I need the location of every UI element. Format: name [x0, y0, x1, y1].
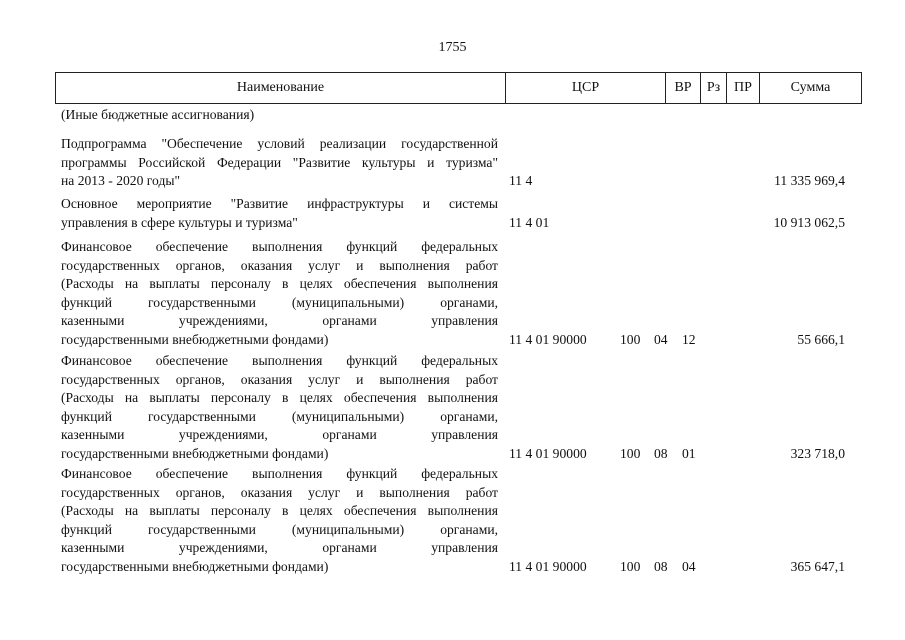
row-name-line: государственных органов, оказания услуг и выполнения работ — [61, 484, 498, 500]
row-name — [61, 135, 498, 191]
row-pr: 12 — [682, 331, 696, 347]
row-name — [61, 465, 498, 576]
row-name-line: программы Российской Федерации "Развитие культуры и туризма" — [61, 154, 498, 170]
row-vr: 100 — [620, 445, 641, 461]
row-name-line: управления в сфере культуры и туризма" — [61, 214, 298, 230]
row-name-line: на 2013 - 2020 годы" — [61, 173, 181, 188]
header-sum: Сумма — [790, 80, 831, 95]
row-name-line: Финансовое обеспечение выполнения функций федеральных — [61, 466, 498, 481]
row-name-line: государственными внебюджетными фондами) — [61, 445, 329, 461]
row-sum: 11 335 969,4 — [774, 173, 845, 188]
header-vr: ВР — [666, 73, 701, 103]
row-sum: 323 718,0 — [790, 445, 845, 461]
header-pr: ПР — [727, 73, 760, 103]
row-name-line: государственных органов, оказания услуг и выполнения работ — [61, 257, 498, 273]
row-name — [61, 238, 498, 349]
row-name — [61, 195, 498, 232]
row-name-line: государственными внебюджетными фондами) — [61, 331, 329, 347]
row-csr: 11 4 01 90000 — [509, 331, 587, 347]
header-csr: ЦСР — [506, 73, 666, 103]
row-pr: 01 — [682, 445, 696, 461]
row-sum: 365 647,1 — [790, 558, 845, 574]
row-name-line: (Расходы на выплаты персоналу в целях обеспечения выполнения — [61, 503, 498, 518]
header-name: Наименование — [56, 73, 506, 103]
row-name-line: Финансовое обеспечение выполнения функций федеральных — [61, 353, 498, 368]
row-csr: 11 4 01 90000 — [509, 445, 587, 461]
row-vr: 100 — [620, 331, 641, 347]
continuation-label: (Иные бюджетные ассигнования) — [61, 107, 255, 122]
row-pr: 04 — [682, 558, 696, 574]
row-name-line: казенными учреждениями, органами управления — [61, 427, 498, 442]
row-name-line: функций государственными (муниципальными) органами, — [61, 294, 498, 310]
row-name-line: (Расходы на выплаты персоналу в целях обеспечения выполнения — [61, 390, 498, 405]
row-sum: 10 913 062,5 — [773, 214, 845, 230]
row-rz: 08 — [654, 558, 668, 574]
row-name-line: государственных органов, оказания услуг и выполнения работ — [61, 371, 498, 387]
header-rz: Рз — [701, 73, 727, 103]
row-name-line: Финансовое обеспечение выполнения функций федеральных — [61, 239, 498, 254]
row-rz: 04 — [654, 331, 668, 347]
row-name-line: государственными внебюджетными фондами) — [61, 558, 329, 574]
row-vr: 100 — [620, 558, 641, 574]
row-name-line: Основное мероприятие "Развитие инфраструктуры и системы — [61, 196, 498, 211]
row-csr: 11 4 — [509, 173, 533, 188]
row-sum: 55 666,1 — [797, 331, 845, 347]
page-number: 1755 — [438, 40, 467, 55]
row-csr: 11 4 01 90000 — [509, 558, 587, 574]
row-rz: 08 — [654, 445, 668, 461]
row-name-line: казенными учреждениями, органами управления — [61, 540, 498, 555]
table-header — [55, 72, 862, 104]
row-name-line: Подпрограмма "Обеспечение условий реализации государственной — [61, 136, 498, 151]
row-name-line: казенными учреждениями, органами управления — [61, 313, 498, 328]
row-csr: 11 4 01 — [509, 214, 550, 230]
row-name-line: функций государственными (муниципальными) органами, — [61, 408, 498, 424]
row-name-line: функций государственными (муниципальными) органами, — [61, 521, 498, 537]
row-name-line: (Расходы на выплаты персоналу в целях обеспечения выполнения — [61, 276, 498, 291]
row-name — [61, 352, 498, 463]
